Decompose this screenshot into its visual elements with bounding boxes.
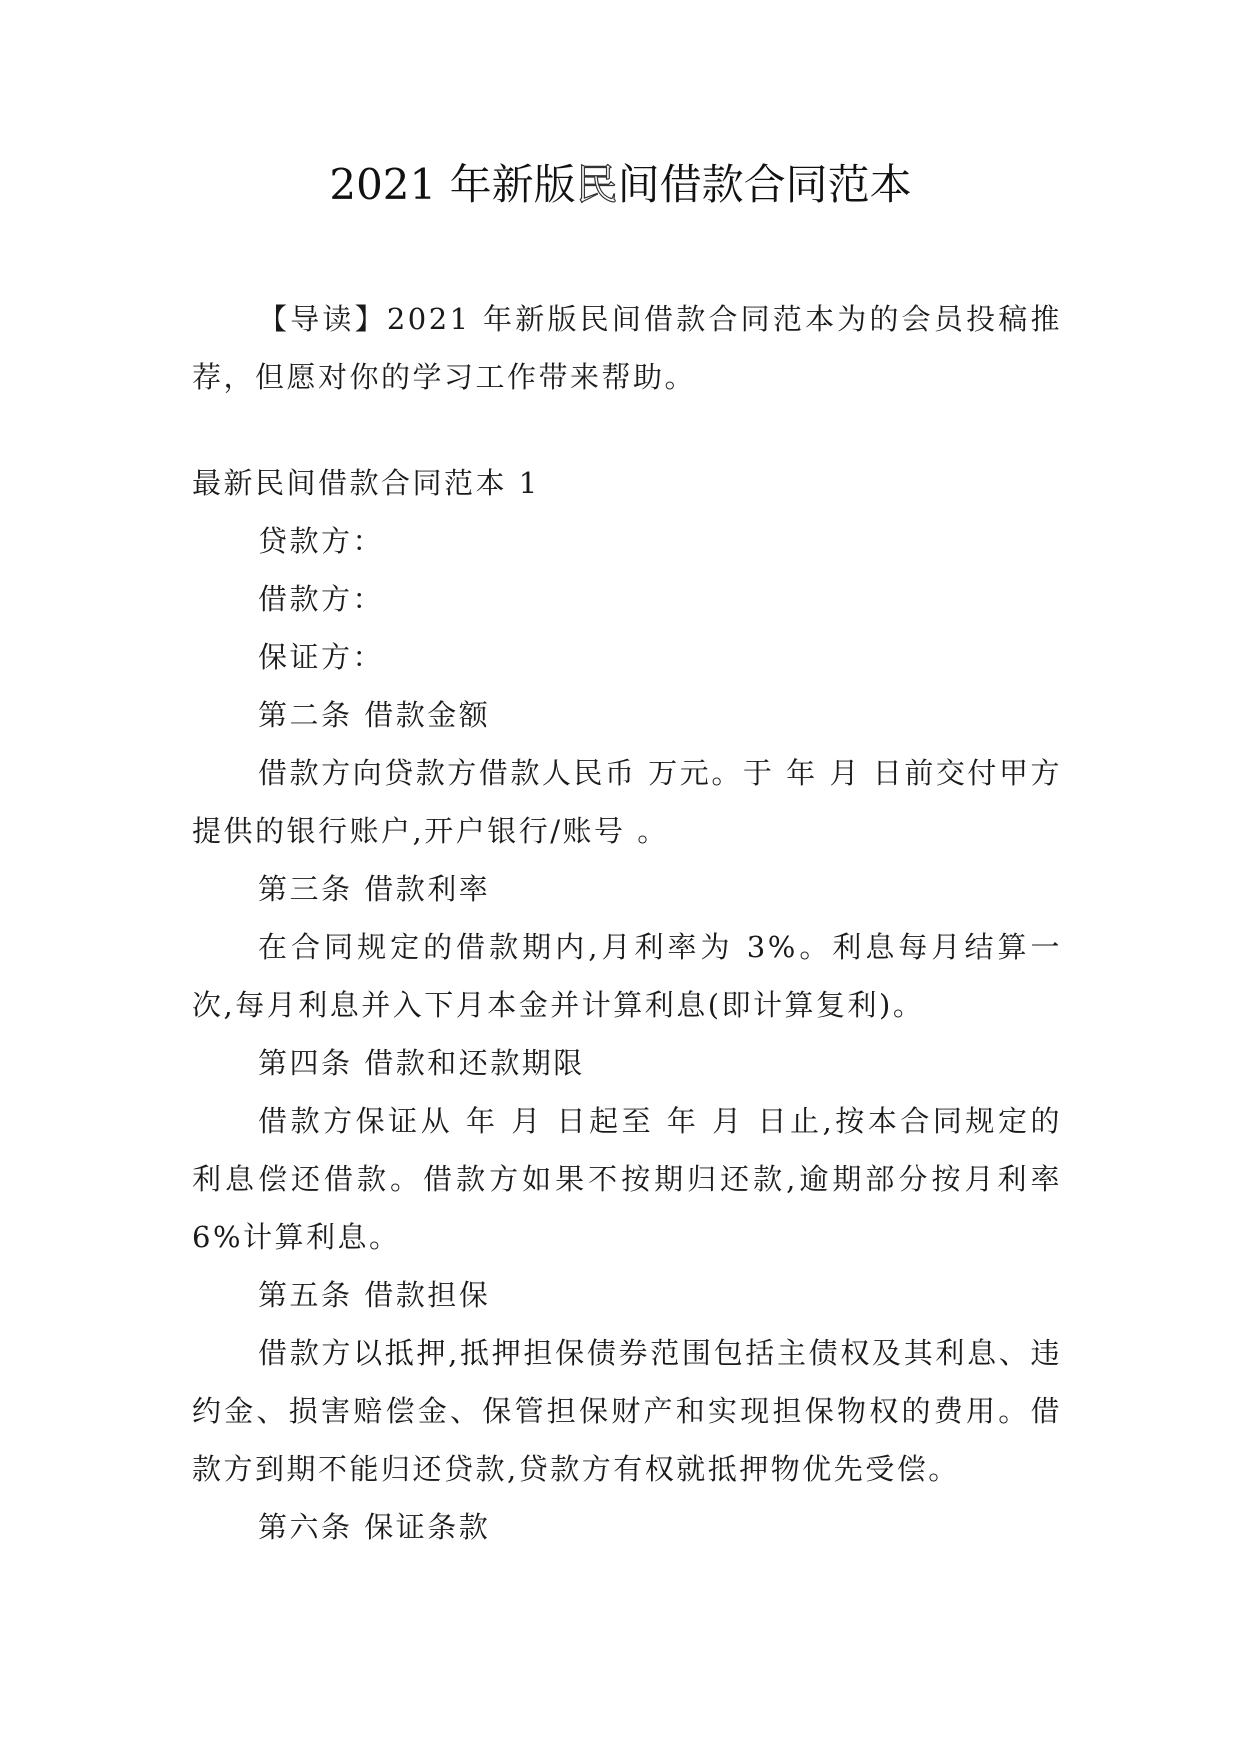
paragraph: 借款方以抵押,抵押担保债券范围包括主债权及其利息、违约金、损害赔偿金、保管担保财产和实现担保物权的费用。借款方到期不能归还贷款,贷款方有权就抵押物优先受偿。 bbox=[192, 1336, 1062, 1486]
section-heading: 第五条 借款担保 bbox=[258, 1278, 491, 1312]
intro-paragraph: 【导读】2021 年新版民间借款合同范本为的会员投稿推荐，但愿对你的学习工作带来帮助。 bbox=[192, 302, 1062, 394]
title-part-3: 间借款合同范本 bbox=[617, 160, 912, 209]
document-title bbox=[0, 155, 1241, 215]
paragraph: 在合同规定的借款期内,月利率为 3%。利息每月结算一次,每月利息并入下月本金并计算利息(即计算复利)。 bbox=[192, 930, 1062, 1022]
title-part-1: 2021 年新版 bbox=[329, 160, 576, 209]
paragraph: 借款方： bbox=[258, 582, 385, 616]
paragraph: 借款方保证从 年 月 日起至 年 月 日止,按本合同规定的利息偿还借款。借款方如果不按期归还款,逾期部分按月利率 6%计算利息。 bbox=[192, 1104, 1062, 1254]
paragraph: 借款方向贷款方借款人民币 万元。于 年 月 日前交付甲方提供的银行账户,开户银行/账号 。 bbox=[192, 756, 1062, 848]
title-part-2: 民 bbox=[575, 160, 618, 209]
paragraph: 贷款方： bbox=[258, 524, 385, 558]
section-heading: 第三条 借款利率 bbox=[258, 872, 491, 906]
paragraph: 保证方： bbox=[258, 640, 385, 674]
section-heading: 第二条 借款金额 bbox=[258, 698, 491, 732]
paragraph: 最新民间借款合同范本 1 bbox=[192, 466, 540, 500]
document-body bbox=[192, 290, 1062, 1556]
section-heading: 第六条 保证条款 bbox=[258, 1510, 491, 1544]
section-heading: 第四条 借款和还款期限 bbox=[258, 1046, 585, 1080]
